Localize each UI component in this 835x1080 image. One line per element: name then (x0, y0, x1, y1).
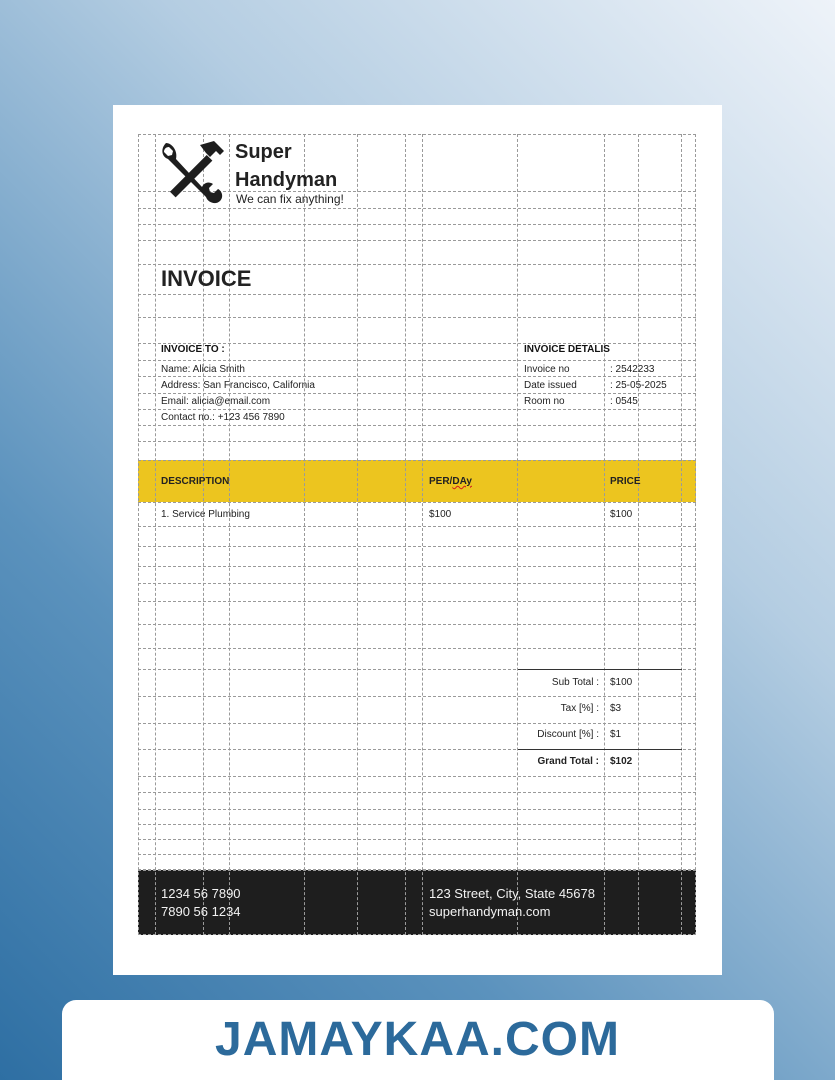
grand-total-value: $102 (610, 756, 633, 767)
date-issued-label: Date issued (524, 380, 577, 391)
details-heading: INVOICE DETALIS (524, 344, 610, 355)
col-header-price: PRICE (610, 476, 641, 487)
tax-label: Tax [%] : (560, 703, 599, 714)
footer-website[interactable]: superhandyman.com (429, 904, 551, 919)
footer-phone-2: 7890 56 1234 (161, 904, 241, 919)
footer-address: 123 Street, City, State 45678 (429, 886, 595, 901)
room-no-label: Room no (524, 396, 565, 407)
discount-value: $1 (610, 729, 622, 740)
date-issued-value: : 25-05-2025 (610, 380, 667, 391)
bill-to-address: Address: San Francisco, California (161, 380, 315, 391)
totals-bottom-rule (518, 749, 682, 750)
bill-to-name: Name: Alicia Smith (161, 364, 245, 375)
item-description: 1. Service Plumbing (161, 509, 250, 520)
footer-bar (138, 870, 696, 935)
footer-phone-1: 1234 56 7890 (161, 886, 241, 901)
discount-label: Discount [%] : (537, 729, 599, 740)
col-header-description: DESCRIPTION (161, 476, 230, 487)
grand-total-label: Grand Total : (537, 756, 599, 767)
item-per-day: $100 (429, 509, 452, 520)
company-tagline: We can fix anything! (236, 192, 344, 206)
invoice-no-label: Invoice no (524, 364, 570, 375)
col-header-per-day: PER/DAy (429, 476, 472, 487)
room-no-value: : 0545 (610, 396, 638, 407)
subtotal-value: $100 (610, 677, 633, 688)
bill-to-contact: Contact no.: +123 456 7890 (161, 412, 285, 423)
invoice-no-value: : 2542233 (610, 364, 655, 375)
company-name: Super Handyman (235, 141, 338, 191)
bill-to-email: Email: alicia@email.com (161, 396, 271, 407)
item-price: $100 (610, 509, 633, 520)
tax-value: $3 (610, 703, 622, 714)
page-title: INVOICE (161, 266, 252, 291)
subtotal-label: Sub Total : (551, 677, 599, 688)
tools-logo-icon (160, 139, 228, 209)
totals-top-rule (518, 669, 682, 670)
bill-to-heading: INVOICE TO : (161, 344, 225, 355)
watermark-text: JAMAYKAA.COM (215, 1013, 620, 1066)
spreadsheet-area (138, 134, 696, 935)
